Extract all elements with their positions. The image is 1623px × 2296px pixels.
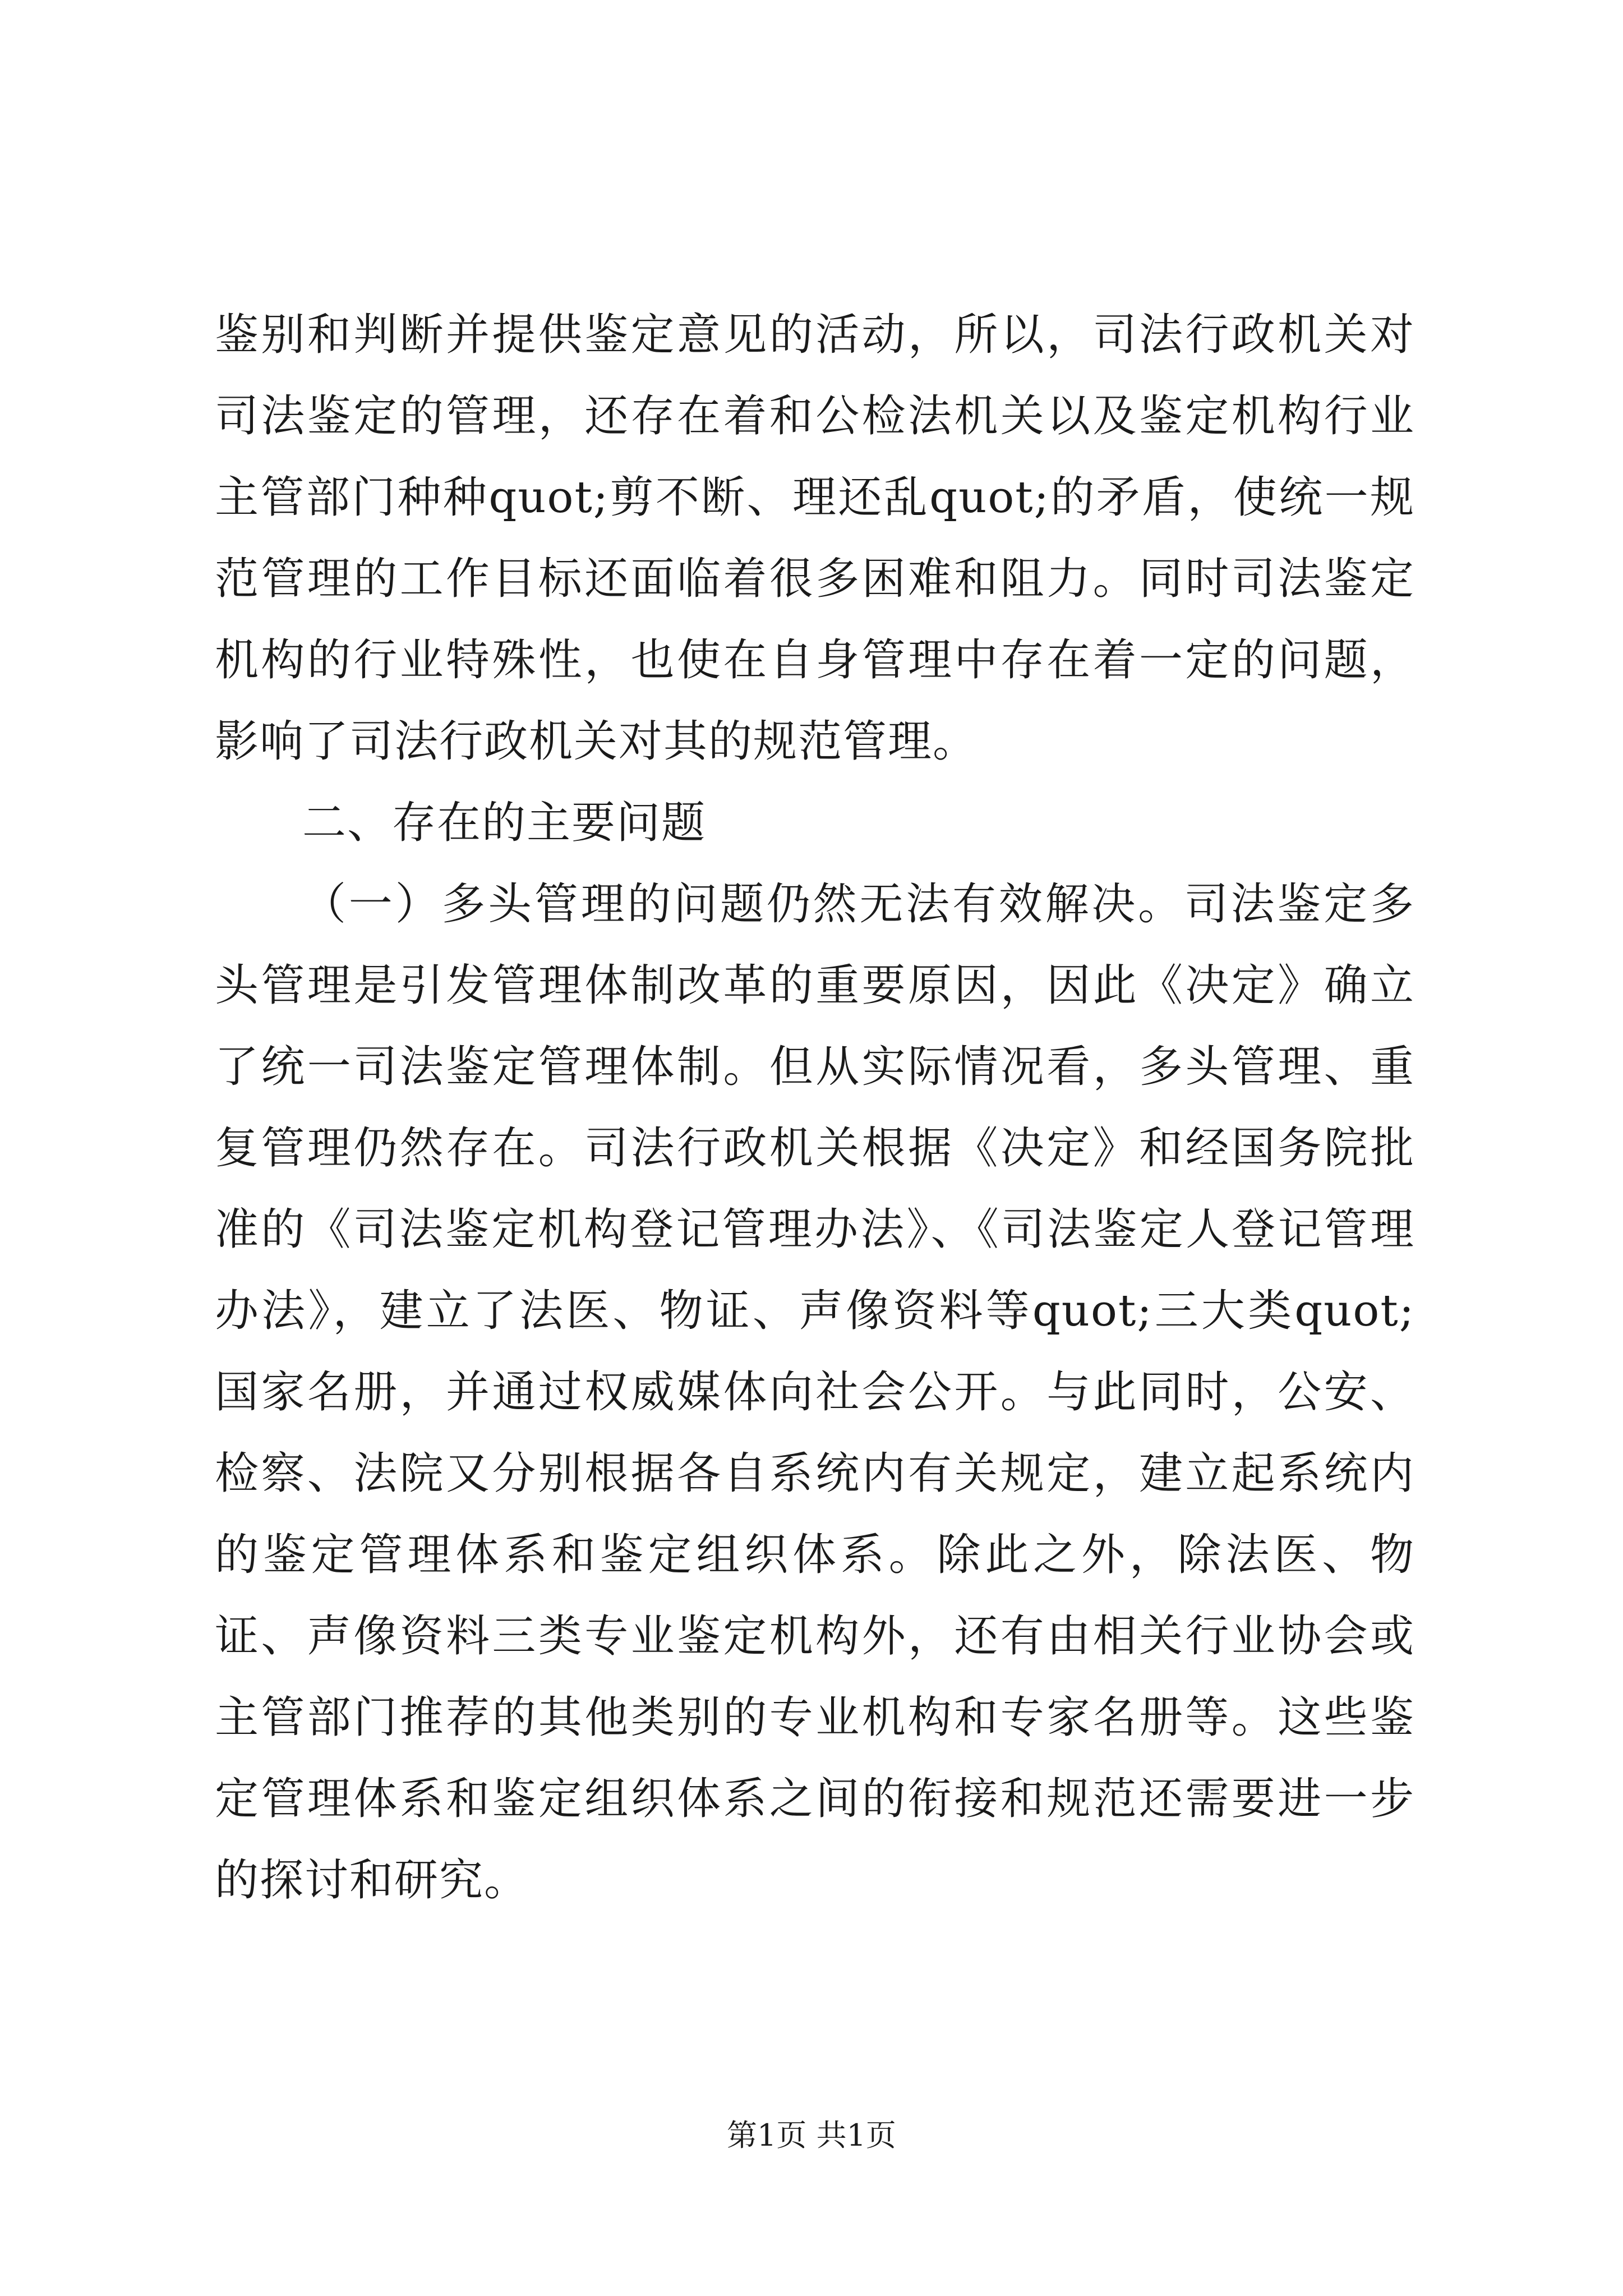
paragraph-continuation: 鉴别和判断并提供鉴定意见的活动，所以，司法行政机关对司法鉴定的管理，还存在着和公检法机关以及鉴定机构行业主管部门种种quot;剪不断、理还乱quot;的矛盾，使统一规范管理的工作目标还面临着很多困难和阻力。同时司法鉴定机构的行业特殊性，也使在自身管理中存在着一定的问题，影响了司法行政机关对其的规范管理。: [215, 310, 1415, 767]
paragraph-multi-management: （一）多头管理的问题仍然无法有效解决。司法鉴定多头管理是引发管理体制改革的重要原因，因此《决定》确立了统一司法鉴定管理体制。但从实际情况看，多头管理、重复管理仍然存在。司法行政机关根据《决定》和经国务院批准的《司法鉴定机构登记管理办法》、《司法鉴定人登记管理办法》，建立了法医、物证、声像资料等quot;三大类quot;国家名册，并通过权威媒体向社会公开。与此同时，公安、检察、法院又分别根据各自系统内有关规定，建立起系统内的鉴定管理体系和鉴定组织体系。除此之外，除法医、物证、声像资料三类专业鉴定机构外，还有由相关行业协会或主管部门推荐的其他类别的专业机构和专家名册等。这些鉴定管理体系和鉴定组织体系之间的衔接和规范还需要进一步的探讨和研究。: [215, 879, 1415, 1906]
page-footer: [0, 2116, 1623, 2155]
section-heading: 二、存在的主要问题: [302, 798, 707, 848]
page-number-label: 第1页 共1页: [727, 2118, 896, 2153]
document-body: [215, 295, 1415, 1921]
